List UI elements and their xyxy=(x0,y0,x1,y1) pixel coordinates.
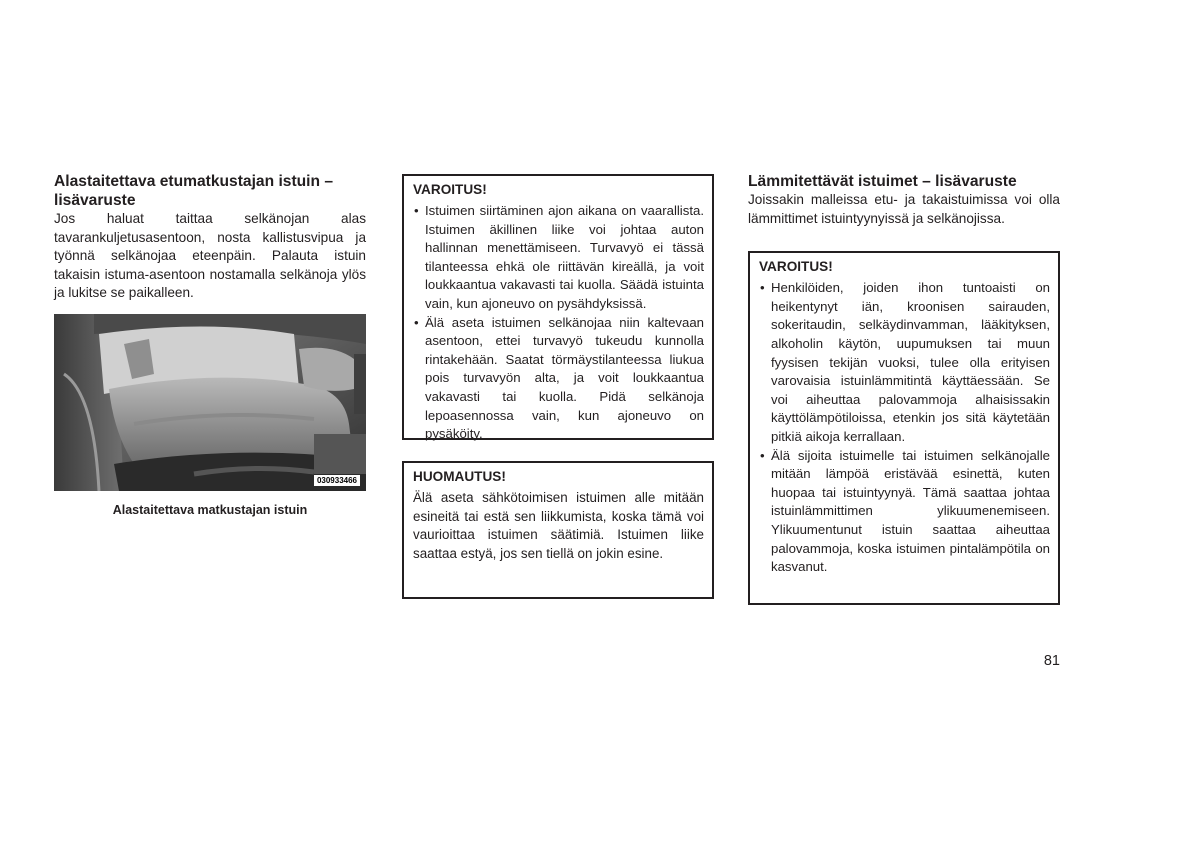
right-column xyxy=(748,172,1060,605)
warning-list xyxy=(413,202,704,444)
figure-code-label: 030933466 xyxy=(314,475,360,486)
warning-item: • Älä sijoita istuimelle tai istuimen selkänojalle mitään lämpöä eristävää esinettä, kuten huopaa tai istuintyynyä. Tämä saattaa johtaa istuinlämmittimen ylikuumenemiseen. Ylikuumentunut istuin saattaa aiheuttaa palovammoja, koska istuimen pintalämpötila on kasvanut. xyxy=(759,447,1050,577)
warning-item: • Älä aseta istuimen selkänojaa niin kaltevaan asentoon, ettei turvavyö tukeudu kunnolla rintakehään. Saatat törmäystilanteessa liukua pois turvavyön alta, ja voit loukkaantua vakavasti tai kuolla. Pidä selkänoja lepoasennossa vain, kun ajoneuvo on pysäköity. xyxy=(413,314,704,444)
note-text: Älä aseta sähkötoimisen istuimen alle mitään esineitä tai estä sen liikkumista, koska tämä voi vaurioittaa istuimen säätimiä. Istuimen liike saattaa estyä, jos sen tiellä on jokin esine. xyxy=(413,490,704,561)
middle-column xyxy=(402,174,714,599)
warning-item: • Henkilöiden, joiden ihon tuntoaisti on heikentynyt iän, kroonisen sairauden, sokeritaudin, selkäydinvamman, lääkityksen, alkoholin käytön, uupumuksen tai muun fyysisen tekijän vuoksi, tulee olla erityisen varovaisia istuinlämmitintä käyttäessään. Se voi aiheuttaa palovammoja alhaisissakin käyttölämpötiloissa, etenkin jos sitä käytetään pitkiä aikoja kerrallaan. xyxy=(759,279,1050,446)
left-column xyxy=(54,172,366,518)
page-number: 81 xyxy=(1043,653,1060,669)
figure-caption: Alastaitettava matkustajan istuin xyxy=(112,502,308,517)
heated-seats-paragraph: Joissakin malleissa etu- ja takaistuimissa voi olla lämmittimet istuintyynyissä ja selkänojissa. xyxy=(748,192,1060,226)
folding-seat-paragraph: Jos haluat taittaa selkänojan alas tavarankuljetusasentoon, nosta kallistusvipua ja työnnä selkänojaa eteenpäin. Palauta istuin takaisin istuma-asentoon nostamalla selkänoja ylös ja lukitse se paikalleen. xyxy=(54,211,366,301)
seat-illustration xyxy=(54,314,366,491)
warning-title: VAROITUS! xyxy=(759,259,833,275)
note-box-power-seat xyxy=(402,461,714,599)
warning-box-heated-seats xyxy=(748,251,1060,605)
warning-box-seat-adjust xyxy=(402,174,714,440)
warning-list xyxy=(759,279,1050,577)
section-heading-heated-seats: Lämmitettävät istuimet – lisävaruste xyxy=(748,173,1017,190)
note-title: HUOMAUTUS! xyxy=(413,469,506,484)
warning-title: VAROITUS! xyxy=(413,182,487,197)
section-heading-folding-seat: Alastaitettava etumatkustajan istuin – lisävaruste xyxy=(54,173,334,209)
folding-seat-photo xyxy=(54,314,366,491)
warning-item: • Istuimen siirtäminen ajon aikana on vaarallista. Istuimen äkillinen liike voi johtaa auton hallinnan menettämiseen. Turvavyö ei tässä tilanteessa ehkä ole riittävän kireällä, ja voit loukkaantua vakavasti tai kuolla. Säädä istuinta vain, kun ajoneuvo on pysähdyksissä. xyxy=(413,202,704,314)
